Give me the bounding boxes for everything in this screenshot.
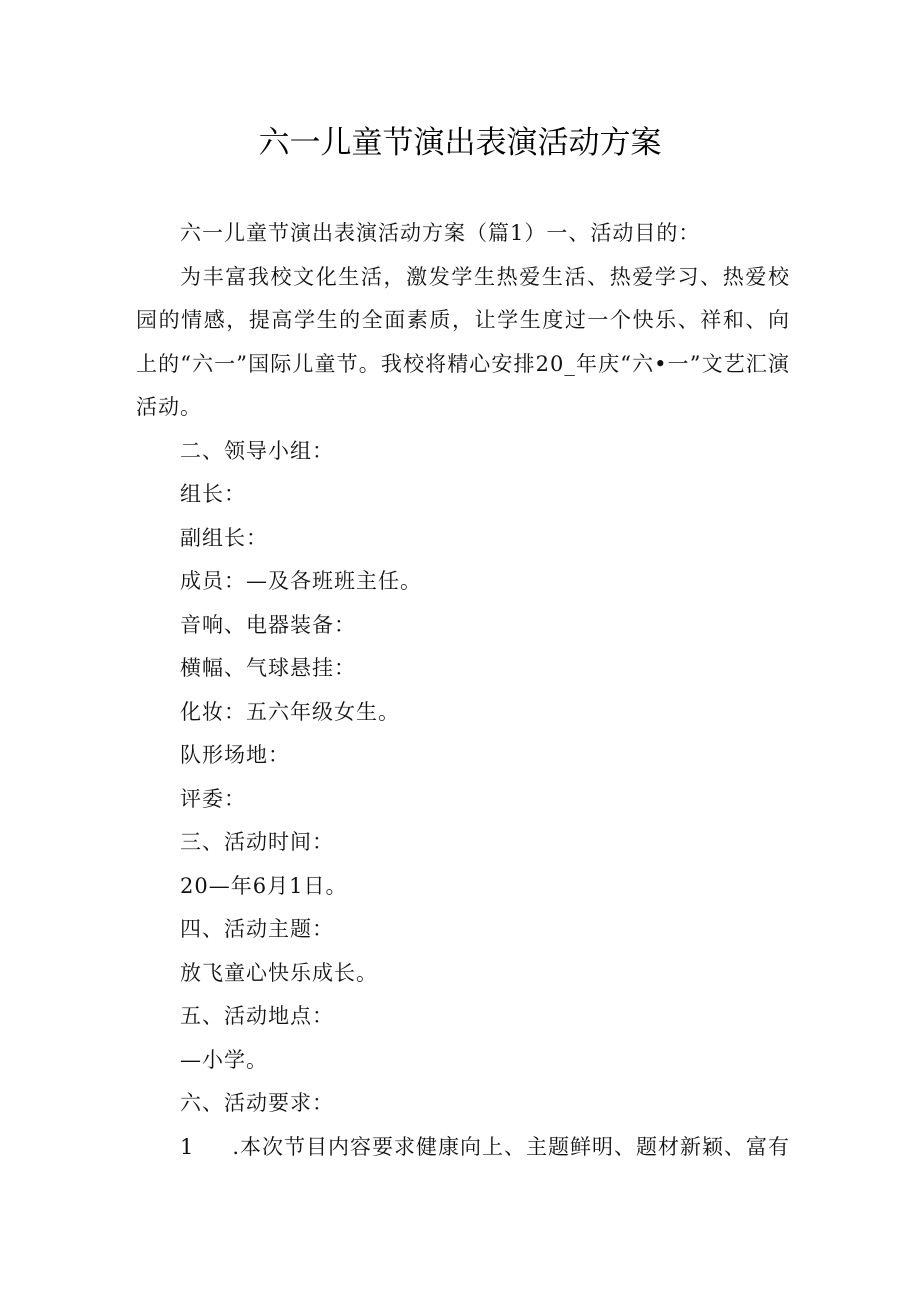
line-makeup: 化妆：五六年级女生。 xyxy=(180,699,400,724)
heading-leadership: 二、领导小组： xyxy=(180,438,334,463)
heading-activity-location: 五、活动地点： xyxy=(180,1004,334,1028)
heading-activity-time: 三、活动时间： xyxy=(180,830,334,854)
line-activity-theme: 放飞童心快乐成长。 xyxy=(180,960,378,985)
document-body xyxy=(136,212,790,1169)
list-item xyxy=(136,1126,790,1170)
list-item-number: 1 xyxy=(180,1134,195,1159)
line-deputy-leader: 副组长： xyxy=(180,525,268,550)
line-activity-date: 20—年6月1日。 xyxy=(180,873,348,898)
line-activity-location: —小学。 xyxy=(180,1047,268,1072)
line-formation-venue: 队形场地： xyxy=(180,743,290,767)
line-leader: 组长： xyxy=(180,482,246,506)
heading-activity-requirements: 六、活动要求： xyxy=(180,1091,334,1115)
paragraph-intro: 六一儿童节演出表演活动方案（篇1）一、活动目的： xyxy=(180,221,701,245)
line-audio-equipment: 音响、电器装备： xyxy=(180,612,356,637)
line-banners-balloons: 横幅、气球悬挂： xyxy=(180,656,356,680)
heading-activity-theme: 四、活动主题： xyxy=(180,917,334,941)
line-members: 成员：—及各班班主任。 xyxy=(180,569,422,593)
paragraph-purpose: 为丰富我校文化生活，激发学生热爱生活、热爱学习、热爱校园的情感，提高学生的全面素质，让学生度过一个快乐、祥和、向上的“六一”国际儿童节。我校将精心安排20_年庆“六•一”文艺汇演活动。 xyxy=(136,264,790,419)
line-judges: 评委： xyxy=(180,786,246,811)
list-item-text: .本次节目内容要求健康向上、主题鲜明、题材新颖、富有 xyxy=(232,1134,790,1159)
document-title: 六一儿童节演出表演活动方案 xyxy=(258,125,662,161)
